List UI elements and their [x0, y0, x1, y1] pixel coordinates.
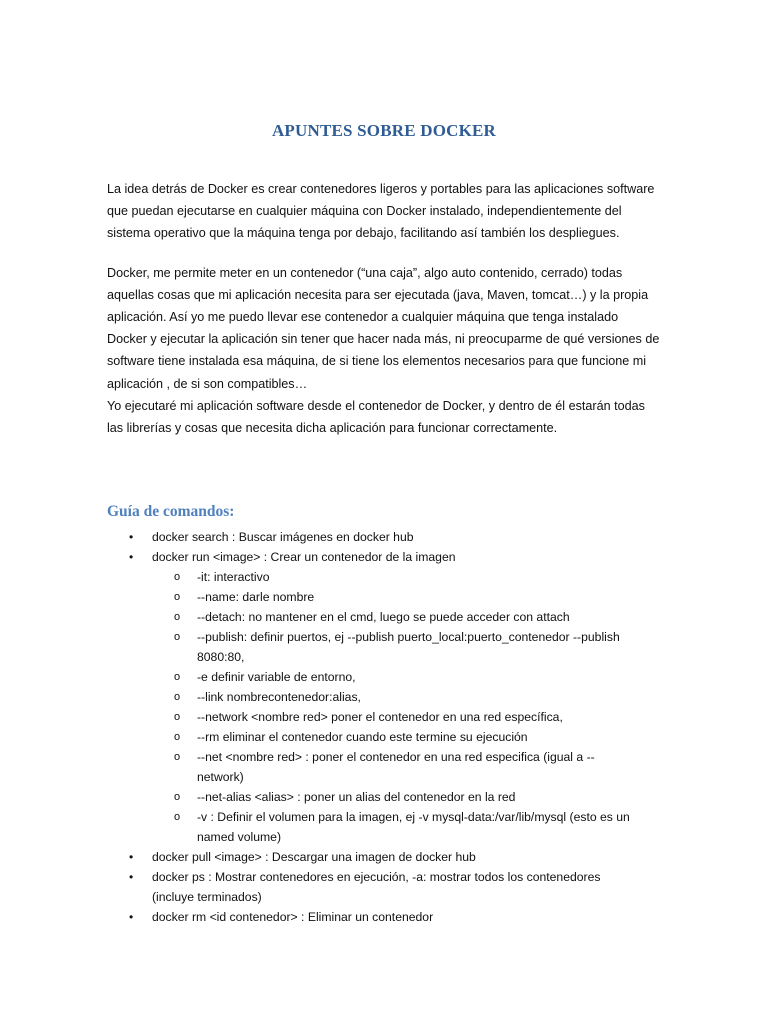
sub-bullet-icon: o: [174, 571, 181, 583]
text-line: Docker y ejecutar la aplicación sin tener que hacer nada más, ni preocuparme de qué versiones de: [107, 332, 660, 347]
sub-bullet-icon: o: [174, 591, 181, 603]
command-option-item: [0, 567, 768, 587]
command-text: [197, 667, 768, 687]
sub-bullet-icon: o: [174, 711, 181, 723]
command-text-line: --net <nombre red> : poner el contenedor en una red especifica (igual a --: [197, 750, 595, 764]
bullet-icon: •: [129, 550, 134, 564]
command-text-line: --network <nombre red> poner el contenedor en una red específica,: [197, 710, 563, 724]
command-text: [197, 727, 768, 747]
command-text-line: --rm eliminar el contenedor cuando este termine su ejecución: [197, 730, 528, 744]
command-option-item: [0, 747, 768, 787]
bullet-icon: •: [129, 910, 134, 924]
command-option-item: [0, 787, 768, 807]
command-text: [197, 567, 768, 587]
text-line: La idea detrás de Docker es crear contenedores ligeros y portables para las aplicaciones software: [107, 182, 655, 196]
command-text: [152, 867, 768, 907]
command-option-item: [0, 587, 768, 607]
command-option-item: [0, 607, 768, 627]
command-item: [0, 847, 768, 867]
command-text: [197, 787, 768, 807]
command-text: [152, 907, 768, 927]
page-title: APUNTES SOBRE DOCKER: [271, 121, 497, 140]
command-text-line: docker search : Buscar imágenes en docker hub: [152, 530, 414, 544]
command-option-item: [0, 707, 768, 727]
command-item: [0, 527, 768, 547]
text-line: las librerías y cosas que necesita dicha aplicación para funcionar correctamente.: [107, 421, 558, 436]
command-text-line: --net-alias <alias> : poner un alias del contenedor en la red: [197, 790, 516, 804]
text-line: aquellas cosas que mi aplicación necesita para ser ejecutada (java, Maven, tomcat…) y la propia: [107, 287, 649, 302]
command-text-line: --name: darle nombre: [197, 590, 315, 604]
sub-bullet-icon: o: [174, 611, 181, 623]
command-text: [152, 547, 768, 567]
command-text-line: docker rm <id contenedor> : Eliminar un contenedor: [152, 910, 434, 924]
sub-bullet-icon: o: [174, 731, 181, 743]
command-list: [0, 527, 768, 927]
command-option-item: [0, 727, 768, 747]
command-option-item: [0, 807, 768, 847]
command-text-line: --publish: definir puertos, ej --publish puerto_local:puerto_contenedor --publish: [197, 630, 620, 644]
command-text-line: docker run <image> : Crear un contenedor de la imagen: [152, 550, 456, 564]
command-text-line: named volume): [197, 830, 281, 844]
sub-bullet-icon: o: [174, 811, 181, 823]
command-text-line: network): [197, 770, 244, 784]
command-text: [152, 527, 768, 547]
bullet-icon: •: [129, 850, 134, 864]
intro-paragraph-2: [107, 262, 667, 440]
sub-bullet-icon: o: [174, 751, 181, 763]
command-text-line: --detach: no mantener en el cmd, luego se puede acceder con attach: [197, 610, 570, 624]
command-text-line: -v : Definir el volumen para la imagen, ej -v mysql-data:/var/lib/mysql (esto es un: [197, 810, 630, 824]
command-item: [0, 907, 768, 927]
text-line: Docker, me permite meter en un contenedor (“una caja”, algo auto contenido, cerrado) todas: [107, 265, 623, 280]
text-line: que puedan ejecutarse en cualquier máquina con Docker instalado, independientemente del: [107, 204, 622, 219]
command-text: [197, 807, 768, 847]
sub-bullet-icon: o: [174, 791, 181, 803]
sub-bullet-icon: o: [174, 671, 181, 683]
section-heading: Guía de comandos:: [107, 503, 235, 520]
command-text: [197, 607, 768, 627]
command-text: [197, 707, 768, 727]
bullet-icon: •: [129, 530, 134, 544]
command-option-item: [0, 627, 768, 667]
command-text-line: -it: interactivo: [197, 570, 270, 584]
command-text: [152, 847, 768, 867]
intro-text: [107, 178, 667, 439]
command-text: [197, 587, 768, 607]
command-text: [197, 627, 768, 667]
sub-bullet-icon: o: [174, 691, 181, 703]
command-text-line: --link nombrecontenedor:alias,: [197, 690, 361, 704]
bullet-icon: •: [129, 870, 134, 884]
command-text-line: docker ps : Mostrar contenedores en ejecución, -a: mostrar todos los contenedores: [152, 870, 601, 884]
text-line: Yo ejecutaré mi aplicación software desde el contenedor de Docker, y dentro de él estarán todas: [107, 398, 645, 413]
command-text: [197, 687, 768, 707]
intro-paragraph-1: [107, 178, 667, 245]
command-item: [0, 547, 768, 567]
text-line: sistema operativo que la máquina tenga por debajo, facilitando así también los despliegues.: [107, 226, 620, 241]
command-text-line: 8080:80,: [197, 650, 245, 664]
command-item: [0, 867, 768, 907]
command-option-item: [0, 687, 768, 707]
command-text-line: docker pull <image> : Descargar una imagen de docker hub: [152, 850, 476, 864]
command-text-line: (incluye terminados): [152, 890, 262, 904]
command-option-item: [0, 667, 768, 687]
command-text-line: -e definir variable de entorno,: [197, 670, 356, 684]
text-line: aplicación , de si son compatibles…: [107, 376, 308, 391]
text-line: software tiene instalada esa máquina, de si tiene los elementos necesarios para que funcione mi: [107, 354, 647, 369]
command-text: [197, 747, 768, 787]
text-line: aplicación. Así yo me puedo llevar ese contenedor a cualquier máquina que tenga instalado: [107, 310, 619, 325]
sub-bullet-icon: o: [174, 631, 181, 643]
